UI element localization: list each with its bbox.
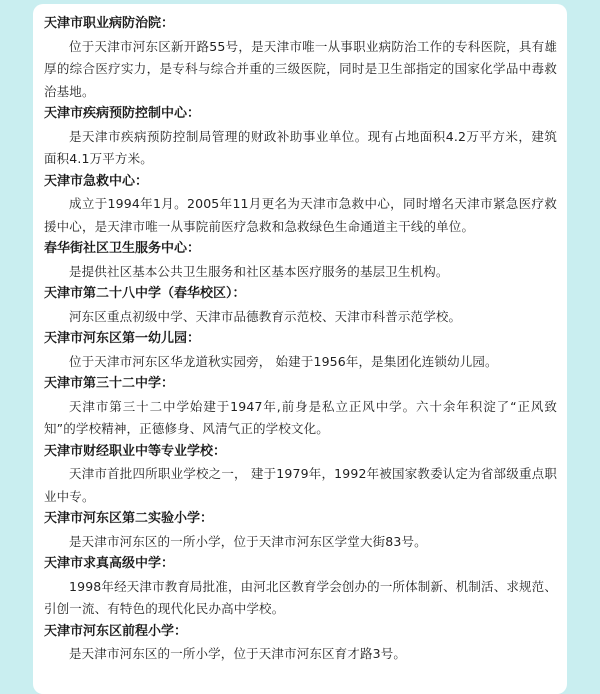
entry-title: 天津市河东区第一幼儿园：	[44, 331, 201, 346]
entry-description: 河东区重点初级中学、天津市品德教育示范校、天津市科普示范学校。	[69, 308, 462, 324]
entry-emergency-center	[44, 171, 557, 239]
entry-middle-school-28	[44, 283, 557, 328]
entry-occupational-disease-hospital	[44, 13, 557, 103]
entry-description: 成立于1994年1月。2005年11月更名为天津市急救中心，同时增名天津市紧急医疗救援中心，是天津市唯一从事院前医疗急救和急救绿色生命通道主干线的单位。	[44, 196, 557, 234]
entry-description: 天津市首批四所职业学校之一， 建于1979年，1992年被国家教委认定为省部级重点职业中专。	[44, 466, 557, 504]
content-card	[33, 4, 567, 694]
entry-title: 天津市第三十二中学：	[44, 376, 175, 391]
entry-title: 天津市求真高级中学：	[44, 556, 175, 571]
entry-title: 天津市河东区前程小学：	[44, 623, 188, 639]
entry-cdc	[44, 103, 557, 171]
entry-middle-school-32	[44, 373, 557, 441]
entry-description: 是天津市疾病预防控制局管理的财政补助事业单位。现有占地面积4.2万平方米，建筑面积4.1万平方米。	[44, 128, 557, 166]
entry-title: 春华街社区卫生服务中心：	[44, 241, 201, 256]
entry-title: 天津市第二十八中学（春华校区）：	[44, 286, 246, 301]
entry-description: 1998年经天津市教育局批准，由河北区教育学会创办的一所体制新、机制活、求规范、引创一流、有特色的现代化民办高中学校。	[44, 578, 557, 616]
entry-title: 天津市急救中心：	[44, 173, 149, 189]
entry-title: 天津市河东区第二实验小学：	[44, 511, 214, 526]
entry-title: 天津市疾病预防控制中心：	[44, 106, 201, 121]
entry-finance-vocational-school	[44, 441, 557, 509]
entry-description: 位于天津市河东区新开路55号，是天津市唯一从事职业病防治工作的专科医院，具有雄厚的综合医疗实力，是专科与综合并重的三级医院，同时是卫生部指定的国家化学品中毒救治基地。	[44, 38, 557, 99]
entry-description: 是天津市河东区的一所小学，位于天津市河东区学堂大街83号。	[69, 533, 427, 549]
entry-qiuzhen-high-school	[44, 553, 557, 621]
entry-title: 天津市职业病防治院：	[44, 16, 175, 31]
entry-description: 天津市第三十二中学始建于1947年,前身是私立正风中学。六十余年积淀了“正风致知”的学校精神，正德修身、风清气正的学校文化。	[44, 398, 557, 436]
entry-title: 天津市财经职业中等专业学校：	[44, 443, 227, 459]
entry-description: 是提供社区基本公共卫生服务和社区基本医疗服务的基层卫生机构。	[69, 263, 449, 279]
entry-kindergarten-1	[44, 328, 557, 373]
entry-experimental-primary-2	[44, 508, 557, 553]
entry-description: 位于天津市河东区华龙道秋实园旁， 始建于1956年，是集团化连锁幼儿园。	[69, 353, 498, 369]
entry-community-health-center	[44, 238, 557, 283]
entry-qiancheng-primary	[44, 621, 557, 666]
entry-description: 是天津市河东区的一所小学，位于天津市河东区育才路3号。	[69, 646, 407, 661]
